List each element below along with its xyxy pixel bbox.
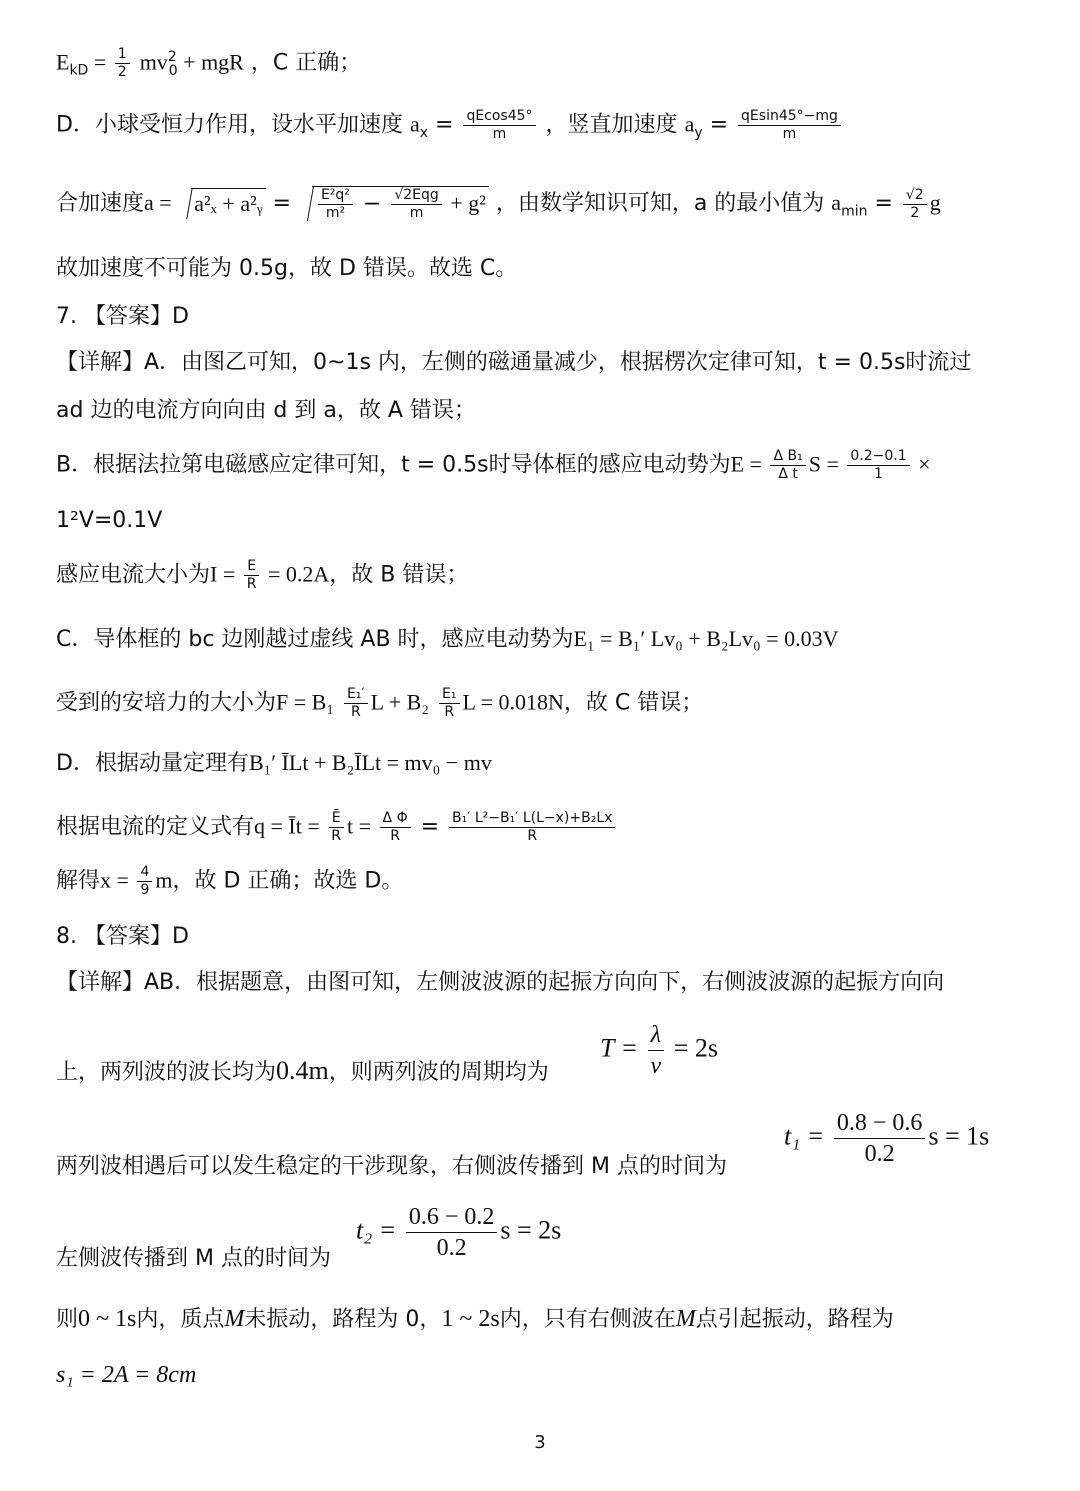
line-conclusion-6: 故加速度不可能为 0.5g，故 D 错误。故选 C。 bbox=[56, 256, 518, 281]
q7-c2: 受到的安培力的大小为F = B₁ $\frac{\text{E₁′}}{R}$ L + B₂ $\frac{\text{E₁}}{R}$ L = 0.018N，故 C 错误； bbox=[56, 686, 704, 720]
eq-t1: t₁ = $\frac{0.8 - 0.6}{0.2}$ s = 1s bbox=[784, 1110, 990, 1167]
q7-b2: 1²V=0.1V bbox=[56, 508, 163, 533]
frac-half: $\frac{1}{2}$ bbox=[115, 46, 130, 81]
q8-a2: 上，两列波的波长均为0.4m，则两列波的周期均为 bbox=[56, 1056, 549, 1085]
q8-a4: 左侧波传播到 M 点的时间为 bbox=[56, 1246, 331, 1271]
q8-heading: 8. 【答案】D bbox=[56, 924, 189, 949]
line-d-acceleration: D．小球受恒力作用，设水平加速度 $a_x$ = $\frac{qEcos45^\circ}{m}$ ，竖直加速度 $a_y$ = $\frac{qEsin45^\circ-mg}{m}$ bbox=[56, 108, 844, 148]
q7-d3: 解得x = $\frac{4}{9}$ m，故 D 正确；故选 D。 bbox=[56, 864, 404, 898]
q8-a5: 则0 ~ 1s内，质点M未振动，路程为 0，1 ~ 2s内，只有右侧波在M点引起振动，路程为 bbox=[56, 1306, 894, 1332]
q8-a1: 【详解】AB．根据题意，由图可知，左侧波波源的起振方向向下，右侧波波源的起振方向向 bbox=[56, 970, 945, 995]
sqrt-1: a²ₓ + a²ᵧ bbox=[191, 188, 265, 220]
q7-a2: ad 边的电流方向向由 d 到 a，故 A 错误； bbox=[56, 398, 476, 423]
q7-b1: B．根据法拉第电磁感应定律可知，t = 0.5s时导体框的感应电动势为E = $\frac{\text{Δ B₁}}{\text{Δ t}}$ S = $\frac{0.2-0.1}{1}$ × bbox=[56, 448, 931, 482]
eq-period: T = $\frac{\lambda}{v}$ = 2s bbox=[600, 1022, 718, 1079]
frac-ax: $\frac{qEcos45^\circ}{m}$ bbox=[463, 108, 535, 143]
q7-d2: 根据电流的定义式有q = Īt = $\frac{Ē}{R}$ t = $\frac{\text{Δ Φ}}{R}$ = $\frac{\text{B₁′ L²−B₁′ L(L−x)+B₂Lx}}{R}$ bbox=[56, 810, 618, 845]
q7-d1: D．根据动量定理有B₁′ ĪLt + B₂ĪLt = mv₀ − mv bbox=[56, 750, 492, 776]
eq-s1: s₁ = 2A = 8cm bbox=[56, 1362, 197, 1388]
eq-t2: t₂ = $\frac{0.6 - 0.2}{0.2}$ s = 2s bbox=[356, 1204, 562, 1261]
q7-c1: C．导体框的 bc 边刚越过虚线 AB 时，感应电动势为E₁ = B₁′ Lv₀ + B₂Lv₀ = 0.03V bbox=[56, 626, 839, 652]
sqrt-2: $\frac{\text{E²q²}}{\text{m²}}$ − $\frac{\text{√2Eqg}}{m}$ + g² bbox=[312, 186, 489, 222]
line-combined-acc: 合加速度a = a²ₓ + a²ᵧ = $\frac{\text{E²q²}}{\text{m²}}$ − $\frac{\text{√2Eqg}}{m}$ + g² ，由数学知识可知，a 的最小值为 $a_{min}$ = $\frac{√2}{2}$ g bbox=[56, 186, 941, 221]
frac-ay: $\frac{qEsin45^\circ-mg}{m}$ bbox=[738, 108, 841, 143]
line-ekd: $E_{kD}$ = $\frac{1}{2}$ $mv^2_0$ + mgR ，C 正确； bbox=[56, 45, 362, 80]
q8-a3: 两列波相遇后可以发生稳定的干涉现象，右侧波传播到 M 点的时间为 bbox=[56, 1154, 727, 1179]
page-number: 3 bbox=[534, 1432, 546, 1453]
q7-heading: 7. 【答案】D bbox=[56, 304, 189, 329]
q7-b3: 感应电流大小为I = $\frac{E}{R}$ = 0.2A，故 B 错误； bbox=[56, 558, 469, 592]
q7-a1: 【详解】A．由图乙可知，0~1s 内，左侧的磁通量减少，根据楞次定律可知，t = 0.5s时流过 bbox=[56, 350, 972, 375]
